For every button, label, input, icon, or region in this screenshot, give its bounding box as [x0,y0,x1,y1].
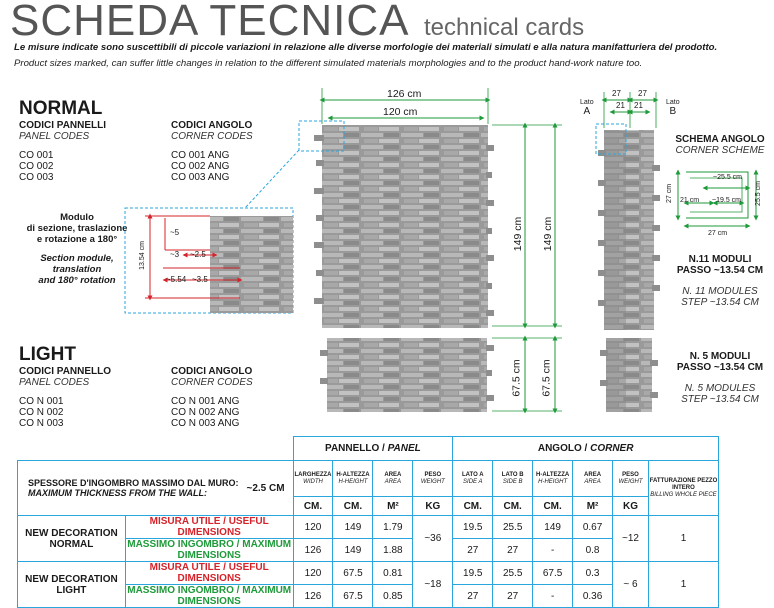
specs-table [17,436,719,608]
table-cell: 25.5 [493,562,533,585]
corner-side-b-label [666,98,680,116]
module-en-line: Section module, [40,253,114,264]
corner-code: CO N 003 ANG [171,418,240,429]
corner-code: CO N 001 ANG [171,396,240,407]
table-cell: 67.5 [333,562,373,585]
scheme-dim-21: 21 cm [680,197,700,204]
col-header [293,461,333,497]
dim-light-height-a: 67.5 cm [510,359,523,397]
dim-height-a: 149 cm [512,216,525,252]
corner-header [453,437,719,461]
useful-label: MISURA UTILE / USEFUL DIMENSIONS [125,562,293,585]
normal-modules-en1: N. 11 MODULES [682,286,758,297]
corner-header-en: CORNER [590,443,634,454]
table-cell: 0.3 [573,562,613,585]
max-label: MASSIMO INGOMBRO / MAXIMUM DIMENSIONS [127,585,292,607]
col-header-en: H-HEIGHT [338,478,368,485]
dim-width-inner: 120 cm [383,106,418,118]
scheme-dim-255v: 25.5 cm [754,181,762,206]
col-unit: CM. [493,497,533,516]
col-header-en: BILLING WHOLE PIECE [650,491,717,498]
col-unit: CM. [333,497,373,516]
table-cell: ~12 [613,516,649,562]
corner-code: CO 001 ANG [171,150,230,161]
table-cell: 19.5 [453,516,493,539]
corner-code: CO N 002 ANG [171,407,240,418]
dim-module-c: ~2.5 [190,250,206,259]
panel-codes-label-en: PANEL CODES [19,377,90,388]
row-label [18,562,126,608]
table-cell: ~18 [413,562,453,608]
light-modules-it1: N. 5 MODULI [689,351,751,362]
corner-scheme-title [668,134,772,156]
row-label-line2: NORMAL [49,538,94,550]
col-header-it: H-ALTEZZA [336,471,370,478]
scheme-dim-27h: 27 cm [708,230,728,237]
dim-module-a: ~5 [170,228,180,237]
col-header-it: LARGHEZZA [294,471,332,478]
table-cell: 149 [333,516,373,539]
col-unit: KG [613,497,649,516]
table-cell: 0.85 [373,585,413,608]
col-header-it: AREA [384,471,402,478]
col-header-en: WEIGHT [420,478,445,485]
corner-side-a-letter: A [583,106,591,117]
col-header-en: SIDE B [502,478,523,485]
table-cell: 27 [453,585,493,608]
dim-light-height-b: 67.5 cm [540,359,553,397]
page-title: SCHEDA TECNICA [10,0,410,45]
light-modules-en2: STEP ~13.54 CM [681,394,759,405]
corner-codes-label-en: CORNER CODES [171,131,253,142]
table-cell: 67.5 [333,585,373,608]
table-cell: 0.36 [573,585,613,608]
corner-codes-label-it: CODICI ANGOLO [171,366,253,377]
col-header-it: LATO B [501,471,524,478]
light-modules-en1: N. 5 MODULES [684,383,756,394]
table-cell: 67.5 [533,562,573,585]
table-cell: ~36 [413,516,453,562]
table-cell: 19.5 [453,562,493,585]
col-unit: CM. [293,497,333,516]
page-subtitle: technical cards [424,14,585,41]
normal-panel-image [322,125,488,328]
table-cell: 126 [293,585,333,608]
module-en-line: translation [52,264,102,275]
col-header [493,461,533,497]
col-header-it: FATTURAZIONE PEZZO INTERO [649,477,718,491]
col-header-it: AREA [584,471,602,478]
panel-codes-label-it: CODICI PANNELLO [19,366,112,377]
col-unit: M² [573,497,613,516]
table-cell: 120 [293,516,333,539]
table-cell: 27 [453,539,493,562]
panel-code: CO N 003 [19,418,64,429]
table-cell: ~ 6 [613,562,649,608]
corner-side-a-word: Lato [580,99,594,106]
dim-width-outer: 126 cm [387,88,422,100]
table-cell: - [533,539,573,562]
table-cell: 25.5 [493,516,533,539]
normal-heading: NORMAL [19,98,103,119]
col-unit: CM. [533,497,573,516]
light-heading: LIGHT [19,344,76,365]
corner-code: CO 003 ANG [171,172,230,183]
col-unit: CM. [453,497,493,516]
dim-module-b: ~3 [170,250,180,259]
col-header [413,461,453,497]
corner-top-a: 27 [612,89,621,98]
table-cell: 0.8 [573,539,613,562]
scheme-dim-195: ~19.5 cm [712,197,741,204]
row-label [18,516,126,562]
light-modules-it2: PASSO ~13.54 CM [676,362,764,373]
col-header-it: PESO [424,471,442,478]
table-cell: 149 [533,516,573,539]
col-header-en: H-HEIGHT [538,478,568,485]
thickness-label-it: SPESSORE D'INGOMBRO MASSIMO DAL MURO: [28,478,239,488]
max-label: MASSIMO INGOMBRO / MAXIMUM DIMENSIONS [127,539,292,561]
corner-codes-label-en: CORNER CODES [171,377,253,388]
thickness-label-en: MAXIMUM THICKNESS FROM THE WALL: [28,488,207,498]
table-cell: 1 [648,562,718,608]
scheme-dim-27v: 27 cm [666,183,674,204]
light-corner-codes [171,366,253,429]
panel-code: CO N 001 [19,396,64,407]
col-header [613,461,649,497]
table-cell: 0.67 [573,516,613,539]
corner-inner-a: 21 [616,101,625,110]
corner-inner-b: 21 [634,101,643,110]
col-header [373,461,413,497]
note-english: Product sizes marked, can suffer little changes in relation to the different simulated materials morphologies and to the product hand-work nature too. [14,58,643,69]
normal-modules-it2: PASSO ~13.54 CM [676,265,764,276]
module-it-line: di sezione, traslazione [26,223,128,234]
corner-side-b-word: Lato [666,99,680,106]
light-modules-info [665,351,774,405]
col-header-it: H-ALTEZZA [536,471,570,478]
module-it-line: Modulo [60,212,94,223]
table-cell: 1.88 [373,539,413,562]
table-cell: 149 [333,539,373,562]
normal-modules-en2: STEP ~13.54 CM [681,297,759,308]
panel-codes-label-it: CODICI PANNELLI [19,120,107,131]
table-cell: 120 [293,562,333,585]
light-panel-codes [19,366,111,429]
dim-height-b: 149 cm [542,216,555,252]
note-italian: Le misure indicate sono suscettibili di piccole variazioni in relazione alle diverse morfologie dei materiali simulati e alla natura manifatturiera del prodotto. [14,42,718,53]
panel-header-it: PANNELLO / [325,443,388,454]
corner-code: CO 002 ANG [171,161,230,172]
normal-modules-info [665,254,774,308]
panel-code: CO 003 [19,172,54,183]
thickness-cell [18,461,294,516]
light-panel-image [327,338,487,412]
col-header-en: AREA [384,478,402,485]
table-cell: 1 [648,516,718,562]
corner-side-a-label [580,98,594,116]
col-header-en: WIDTH [303,478,323,485]
useful-label: MISURA UTILE / USEFUL DIMENSIONS [125,516,293,539]
col-header [453,461,493,497]
scheme-title-it: SCHEMA ANGOLO [675,134,765,145]
scheme-dim-255: ~25.5 cm [713,174,742,181]
table-row [18,516,719,539]
module-en-line: and 180° rotation [38,275,116,286]
row-label-line1: NEW DECORATION [25,527,118,539]
row-label-line2: LIGHT [56,584,87,596]
col-header [648,461,718,516]
dim-module-height: 13.54 cm [138,241,146,270]
table-cell: - [533,585,573,608]
table-cell: 126 [293,539,333,562]
panel-code: CO 001 [19,150,54,161]
dim-module-d: ~5.54 [166,275,187,284]
col-header-en: AREA [584,478,601,485]
col-unit: M² [373,497,413,516]
col-header [533,461,573,497]
panel-code: CO N 002 [19,407,64,418]
table-cell: 0.81 [373,562,413,585]
thickness-value: ~2.5 CM [246,482,285,494]
row-label-line1: NEW DECORATION [25,573,118,585]
col-header-en: WEIGHT [618,478,643,485]
corner-codes-label-it: CODICI ANGOLO [171,120,253,131]
col-header-it: LATO A [461,471,484,478]
corner-header-it: ANGOLO / [537,443,591,454]
table-cell: 27 [493,539,533,562]
dim-module-e: ~3.5 [192,275,208,284]
col-header-en: SIDE A [463,478,483,485]
panel-code: CO 002 [19,161,54,172]
corner-top-b: 27 [638,89,647,98]
scheme-title-en: CORNER SCHEME [675,145,765,156]
table-row [18,562,719,585]
table-cell: 27 [493,585,533,608]
panel-header [293,437,453,461]
col-unit: KG [413,497,453,516]
col-header [573,461,613,497]
panel-header-en: PANEL [387,443,421,454]
col-header [333,461,373,497]
module-it-line: e rotazione a 180° [36,234,118,245]
panel-codes-label-en: PANEL CODES [19,131,90,142]
normal-modules-it1: N.11 MODULI [688,254,752,265]
col-header-it: PESO [622,471,639,478]
table-cell: 1.79 [373,516,413,539]
corner-side-b-letter: B [669,106,677,117]
